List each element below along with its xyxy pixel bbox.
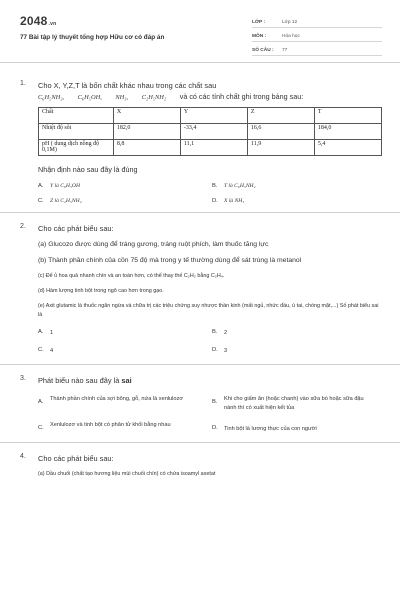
meta-label: LỚP : xyxy=(252,20,266,25)
question-number: 3. xyxy=(20,375,26,382)
option-letter: D. xyxy=(212,198,218,204)
table-cell: 11,1 xyxy=(180,140,247,156)
meta-value: Lớp 12 xyxy=(282,20,298,25)
answer-options xyxy=(38,329,382,356)
option-text: Y là C₆H₅OH xyxy=(50,183,80,189)
table-cell: 8,8 xyxy=(113,140,180,156)
option-letter: D. xyxy=(212,347,218,353)
meta-label: SỐ CÂU : xyxy=(252,48,274,53)
site-logo[interactable] xyxy=(20,14,56,28)
table-cell: -33,4 xyxy=(180,124,247,140)
answer-option-b[interactable] xyxy=(212,329,382,338)
question-text: Cho X, Y,Z,T là bốn chất khác nhau trong các chất sau xyxy=(38,81,217,90)
question-divider xyxy=(0,442,400,443)
table-cell: pH ( dung dịch nồng độ 0,1M) xyxy=(39,140,114,156)
properties-table xyxy=(38,107,382,156)
table-cell: 16,6 xyxy=(247,124,314,140)
table-cell: 184,0 xyxy=(314,124,381,140)
answer-option-c[interactable] xyxy=(38,347,212,356)
question-4 xyxy=(20,453,382,479)
answer-option-b[interactable] xyxy=(212,395,382,413)
meta-value: 77 xyxy=(282,48,288,53)
statement: (a) Glucozo được dùng để tráng gương, tráng ruột phích, làm thuốc tăng lực xyxy=(38,241,269,248)
table-cell: 182,0 xyxy=(113,124,180,140)
option-text: Z là C₂H₅NH₂ xyxy=(50,198,82,204)
option-text: 4 xyxy=(50,348,54,354)
logo-text: 2048 xyxy=(20,14,48,28)
table-header-cell: T xyxy=(314,108,381,124)
question-text: Cho các phát biểu sau: xyxy=(38,224,114,233)
question-text-main: Phát biểu nào sau đây là xyxy=(38,376,120,385)
formula-line xyxy=(38,92,382,101)
page-header xyxy=(0,0,400,63)
question-divider xyxy=(0,212,400,213)
meta-value: Hóa học xyxy=(282,34,300,39)
question-list xyxy=(20,80,382,479)
table-cell: 11,9 xyxy=(247,140,314,156)
answer-option-d[interactable] xyxy=(212,347,382,356)
option-letter: B. xyxy=(212,183,218,189)
question-3 xyxy=(20,375,382,434)
option-letter: A. xyxy=(38,329,44,335)
table-header-row xyxy=(39,108,382,124)
option-letter: C. xyxy=(38,347,44,353)
question-1 xyxy=(20,80,382,204)
question-divider xyxy=(0,364,400,365)
option-letter: C. xyxy=(38,198,44,204)
option-letter: D. xyxy=(212,425,218,431)
question-text-cont: và có các tính chất ghi trong bảng sau: xyxy=(179,92,304,101)
table-cell: 5,4 xyxy=(314,140,381,156)
option-letter: C. xyxy=(38,425,44,431)
statement: (e) Axit glutamic là thuốc ngăn ngừa và chữa trị các triệu chứng suy nhược thần kinh (mất ngủ, nhức đầu, ù tai, chóng mặt,...) Số phát biểu sai là xyxy=(38,303,379,318)
answer-option-c[interactable] xyxy=(38,198,212,204)
question-number: 2. xyxy=(20,223,26,230)
option-letter: B. xyxy=(212,329,218,335)
table-header-cell: X xyxy=(113,108,180,124)
answer-option-a[interactable] xyxy=(38,183,212,189)
question-number: 4. xyxy=(20,453,26,460)
option-letter: B. xyxy=(212,399,218,405)
option-text: Xenlulozơ và tinh bột có phân tử khối bằng nhau xyxy=(50,422,171,428)
answer-option-a[interactable] xyxy=(38,329,212,338)
meta-row-class xyxy=(252,14,382,28)
logo-suffix: .vn xyxy=(48,21,57,27)
option-text: Khi cho giấm ăn (hoặc chanh) vào sữa bò hoặc sữa đậu nành thì có xuất hiện kết tủa xyxy=(224,396,364,411)
answer-option-d[interactable] xyxy=(212,421,382,434)
meta-label: MÔN : xyxy=(252,34,267,39)
answer-options xyxy=(38,183,382,204)
table-row xyxy=(39,140,382,156)
question-text-emphasis: sai xyxy=(121,376,132,385)
answer-options xyxy=(38,395,382,434)
option-text: Tinh bột là lương thực của con người xyxy=(224,426,317,432)
document-title: 77 Bài tập lý thuyết tổng hợp Hữu cơ có đáp án xyxy=(20,34,165,41)
table-header-cell: Y xyxy=(180,108,247,124)
statement: (d) Hàm lượng tinh bột trong ngô cao hơn trong gạo. xyxy=(38,288,164,294)
question-text xyxy=(38,375,382,386)
answer-option-c[interactable] xyxy=(38,421,212,434)
meta-row-count xyxy=(252,42,382,56)
option-text: T là C₆H₅NH₂ xyxy=(224,183,256,189)
question-2 xyxy=(20,223,382,356)
table-cell: Nhiệt độ sôi xyxy=(39,124,114,140)
option-text: 3 xyxy=(224,348,228,354)
formula: NH₃, xyxy=(115,94,129,101)
option-letter: A. xyxy=(38,399,44,405)
option-text: Thành phần chính của sợi bông, gỗ, nứa là xenlulozơ xyxy=(50,396,183,402)
document-meta xyxy=(252,14,382,56)
option-letter: A. xyxy=(38,183,44,189)
option-text: X là NH₃ xyxy=(224,198,245,204)
table-header-cell: Chất xyxy=(39,108,114,124)
table-header-cell: Z xyxy=(247,108,314,124)
table-row xyxy=(39,124,382,140)
question-text: Cho các phát biểu sau: xyxy=(38,454,114,463)
formula: C₆H₅NH₂, xyxy=(38,94,65,101)
option-text: 2 xyxy=(224,330,228,336)
question-prompt: Nhận định nào sau đây là đúng xyxy=(38,165,138,174)
meta-row-subject xyxy=(252,28,382,42)
statement: (b) Thành phần chính của cồn 75 độ mà trong y tế thường dùng để sát trùng là metanol xyxy=(38,257,302,264)
statement: (c) Để ủ hoa quả nhanh chín và an toàn hơn, có thể thay thế C₂H₂ bằng C₂H₄. xyxy=(38,273,225,279)
answer-option-a[interactable] xyxy=(38,395,212,413)
formula: C₂H₅NH₂ xyxy=(141,94,167,101)
formula: C₆H₅OH, xyxy=(77,94,102,101)
option-text: 1 xyxy=(50,330,54,336)
statement: (a) Dầu chuối (chất tạo hương liệu mùi chuối chín) có chứa isoamyl axetat xyxy=(38,471,216,477)
question-number: 1. xyxy=(20,80,26,87)
answer-option-d[interactable] xyxy=(212,198,382,204)
answer-option-b[interactable] xyxy=(212,183,382,189)
